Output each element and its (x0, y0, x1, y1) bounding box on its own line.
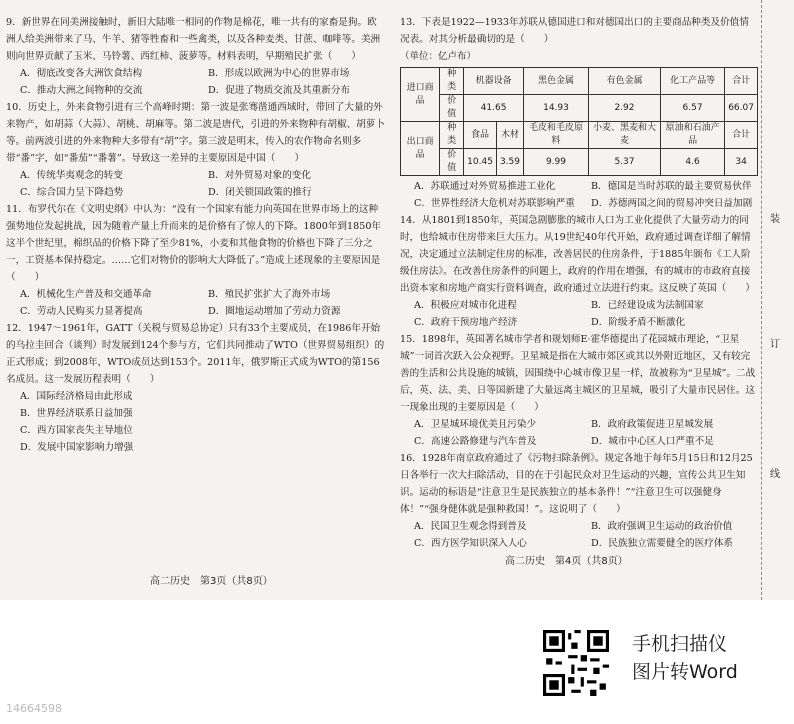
option-a: A．苏联通过对外贸易推进工业化 (414, 181, 556, 192)
options (400, 178, 758, 212)
cell: 毛皮和毛皮原料 (523, 122, 588, 149)
option-d: D．发展中国家影响力增强 (20, 442, 134, 453)
options (400, 297, 758, 331)
question-stem: 11．布罗代尔在《文明史纲》中认为：“没有一个国家有能力向英国在世界市场上的这种强势地位发起挑战，因为随着产量上升而来的是价格有了惊人的下降。1800年到1850年这半个世纪里，棉织品的价格下降了至少81%，小麦和其他食物的价格也下降了三分之一，工资基本保持稳定。……它们对物价的影响大大降低了。”造成上述现象的主要原因是（ ） (6, 204, 382, 283)
option-b: B．对外贸易对象的变化 (208, 170, 311, 181)
question-11 (6, 201, 386, 320)
cell: 2.92 (588, 95, 660, 122)
cell: 有色金属 (588, 68, 660, 95)
cell: 10.45 (464, 149, 497, 176)
binding-gutter (761, 0, 784, 600)
option-c: C．西方医学知识深入人心 (414, 538, 527, 549)
qr-code-icon (543, 630, 609, 696)
options (6, 286, 386, 320)
option-c: C．世界性经济大危机对苏联影响严重 (414, 198, 575, 209)
cell: 小麦、黑麦和大麦 (588, 122, 660, 149)
option-a: A．积极应对城市化进程 (414, 300, 517, 311)
left-page (6, 14, 386, 456)
table-unit: （单位：亿卢布） (400, 51, 477, 62)
option-a: A．民国卫生观念得到普及 (414, 521, 527, 532)
cell: 41.65 (464, 95, 524, 122)
question-15 (400, 331, 758, 450)
option-b: B．政府强调卫生运动的政治价值 (591, 521, 733, 532)
cell: 14.93 (523, 95, 588, 122)
gutter-char: 装 (770, 214, 780, 225)
question-stem: 12．1947～1961年，GATT（关税与贸易总协定）只有33个主要成员，在1986年开始的乌拉圭回合（谈判）时发展到124个参与方，它们共同推动了WTO（世界贸易组织）的正式形成；到2008年，WTO成员达到153个。2011年，俄罗斯正式成为WTO的第156名成员。这一发展历程表明（ ） (6, 323, 385, 385)
option-d: D．圈地运动增加了劳动力资源 (208, 306, 341, 317)
question-stem: 13．下表是1922—1933年苏联从德国进口和对德国出口的主要商品种类及价值情况表。对其分析最确切的是（ ） (400, 17, 749, 45)
cell: 黑色金属 (523, 68, 588, 95)
options (400, 416, 758, 450)
question-9 (6, 14, 386, 99)
cell: 机器设备 (464, 68, 524, 95)
option-b: B．形成以欧洲为中心的世界市场 (208, 68, 350, 79)
cell: 6.57 (660, 95, 724, 122)
option-d: D．促进了物质交流及其重新分布 (208, 85, 351, 96)
page-footer-right: 高二历史 第4页（共8页） (505, 556, 628, 567)
gutter-char: 线 (770, 469, 780, 480)
options (6, 388, 386, 456)
cell: 原油和石油产品 (660, 122, 724, 149)
question-stem: 15．1898年，英国著名城市学者和规划师E·霍华德提出了花园城市理论，“卫星城”一词首次跃入公众视野。卫星城是指在大城市郊区或其以外附近地区，又有较完善的生活和公共设施的城镇，因围绕中心城市像卫星一样，故被称为“卫星城”。二战后，英、法、美、日等国新建了大量远离主城区的卫星城，吸引了大量市民居住。这一现象出现的主要原因是（ ） (400, 334, 756, 413)
option-a: A．机械化生产普及和交通革命 (20, 289, 152, 300)
question-10 (6, 99, 386, 201)
question-stem: 16．1928年南京政府通过了《污物扫除条例》。规定各地于每年5月15日和12月25日各举行一次大扫除活动，目的在于引起民众对卫生运动的兴趣，宣传公共卫生知识。运动的标语是“注意卫生是民族独立的基本条件！”“注意卫生可以强健身体！”“强身健体就是强种救国！”。这说明了（ ） (400, 453, 753, 515)
option-c: C．西方国家丧失主导地位 (20, 425, 133, 436)
cell: 化工产品等 (660, 68, 724, 95)
option-a: A．传统华夷观念的转变 (20, 170, 123, 181)
gutter-char: 订 (770, 339, 780, 350)
cell: 66.07 (725, 95, 758, 122)
cell: 种类 (440, 122, 464, 149)
cell: 4.6 (660, 149, 724, 176)
options (6, 167, 386, 201)
cell: 木材 (496, 122, 523, 149)
option-d: D．民族独立需要健全的医疗体系 (591, 538, 734, 549)
question-16 (400, 450, 758, 552)
option-c: C．政府干预房地产经济 (414, 317, 518, 328)
option-d: D．城市中心区人口严重不足 (591, 436, 714, 447)
cell: 价值 (440, 95, 464, 122)
option-a: A．彻底改变各大洲饮食结构 (20, 68, 143, 79)
question-14 (400, 212, 758, 331)
option-b: B．殖民扩张扩大了海外市场 (208, 289, 331, 300)
option-b: B．已经建设成为法制国家 (591, 300, 704, 311)
option-a: A．国际经济格局由此形成 (20, 391, 133, 402)
row-label: 出口商品 (401, 122, 440, 176)
question-stem: 9．新世界在同美洲接触时，新旧大陆唯一相同的作物是棉花，唯一共有的家畜是狗。欧洲人给美洲带来了马、牛羊、猪等牲畜和一些禽类，以及各种麦类、甘蔗、咖啡等。美洲则向世界贡献了玉米、马铃薯、西红柿、菠萝等。材料表明，早期殖民扩张（ ） (6, 17, 381, 62)
right-page (400, 14, 758, 552)
row-label: 进口商品 (401, 68, 440, 122)
option-c: C．劳动人民购买力显著提高 (20, 306, 143, 317)
option-b: B．德国是当时苏联的最主要贸易伙伴 (591, 181, 752, 192)
option-d: D．阶级矛盾不断激化 (591, 317, 686, 328)
cell: 合计 (725, 68, 758, 95)
options (400, 518, 758, 552)
question-stem: 10．历史上，外来食物引进有三个高峰时期：第一波是张骞凿通西域时，带回了大量的外来物产，如胡蒜（大蒜）、胡桃、胡麻等。第二波是唐代，引进的外来物种有胡椒、胡萝卜等。前两波引进的外来物种大多带有“胡”字。第三波是明末，传入的农作物命名则多带“番”字，如“番茄”“番薯”。导致这一差异的主要原因是中国（ ） (6, 102, 385, 164)
option-b: B．世界经济联系日益加强 (20, 408, 133, 419)
option-c: C．综合国力呈下降趋势 (20, 187, 124, 198)
page-footer-left: 高二历史 第3页（共8页） (150, 576, 273, 587)
cell: 合计 (725, 122, 758, 149)
question-stem: 14．从1801到1850年，英国急剧膨胀的城市人口为工业化提供了大量劳动力的同时，也给城市住房带来巨大压力。从19世纪40年代开始，政府通过调查详细了解情况，决定通过立法制定住房的标准，改善居民的住房条件，于1885年颁布《工人阶级住房法》。在改善住房条件的问题上，政府的作用在增强，有的城市的市政府直接出资本家和房地产商实行资料调查，政府通过立法进行约束。这反映了英国（ ） (400, 215, 755, 294)
cell: 价值 (440, 149, 464, 176)
watermark-id: 14664598 (6, 702, 62, 715)
cell: 5.37 (588, 149, 660, 176)
options (6, 65, 386, 99)
option-b: B．政府政策促进卫星城发展 (591, 419, 714, 430)
cell: 34 (725, 149, 758, 176)
cell: 9.99 (523, 149, 588, 176)
option-c: C．高速公路修建与汽车普及 (414, 436, 537, 447)
question-12 (6, 320, 386, 456)
option-c: C．推动大洲之间物种的交流 (20, 85, 143, 96)
question-13 (400, 14, 758, 212)
cell: 种类 (440, 68, 464, 95)
brand-text (632, 630, 738, 686)
cell: 食品 (464, 122, 497, 149)
brand-line-2: 图片转Word (632, 661, 738, 683)
option-d: D．苏德两国之间的贸易冲突日益加剧 (591, 198, 753, 209)
cell: 3.59 (496, 149, 523, 176)
trade-table (400, 67, 758, 176)
option-d: D．闭关锁国政策的推行 (208, 187, 312, 198)
brand-line-1: 手机扫描仪 (632, 633, 728, 655)
option-a: A．卫星城环境优美且污染少 (414, 419, 537, 430)
